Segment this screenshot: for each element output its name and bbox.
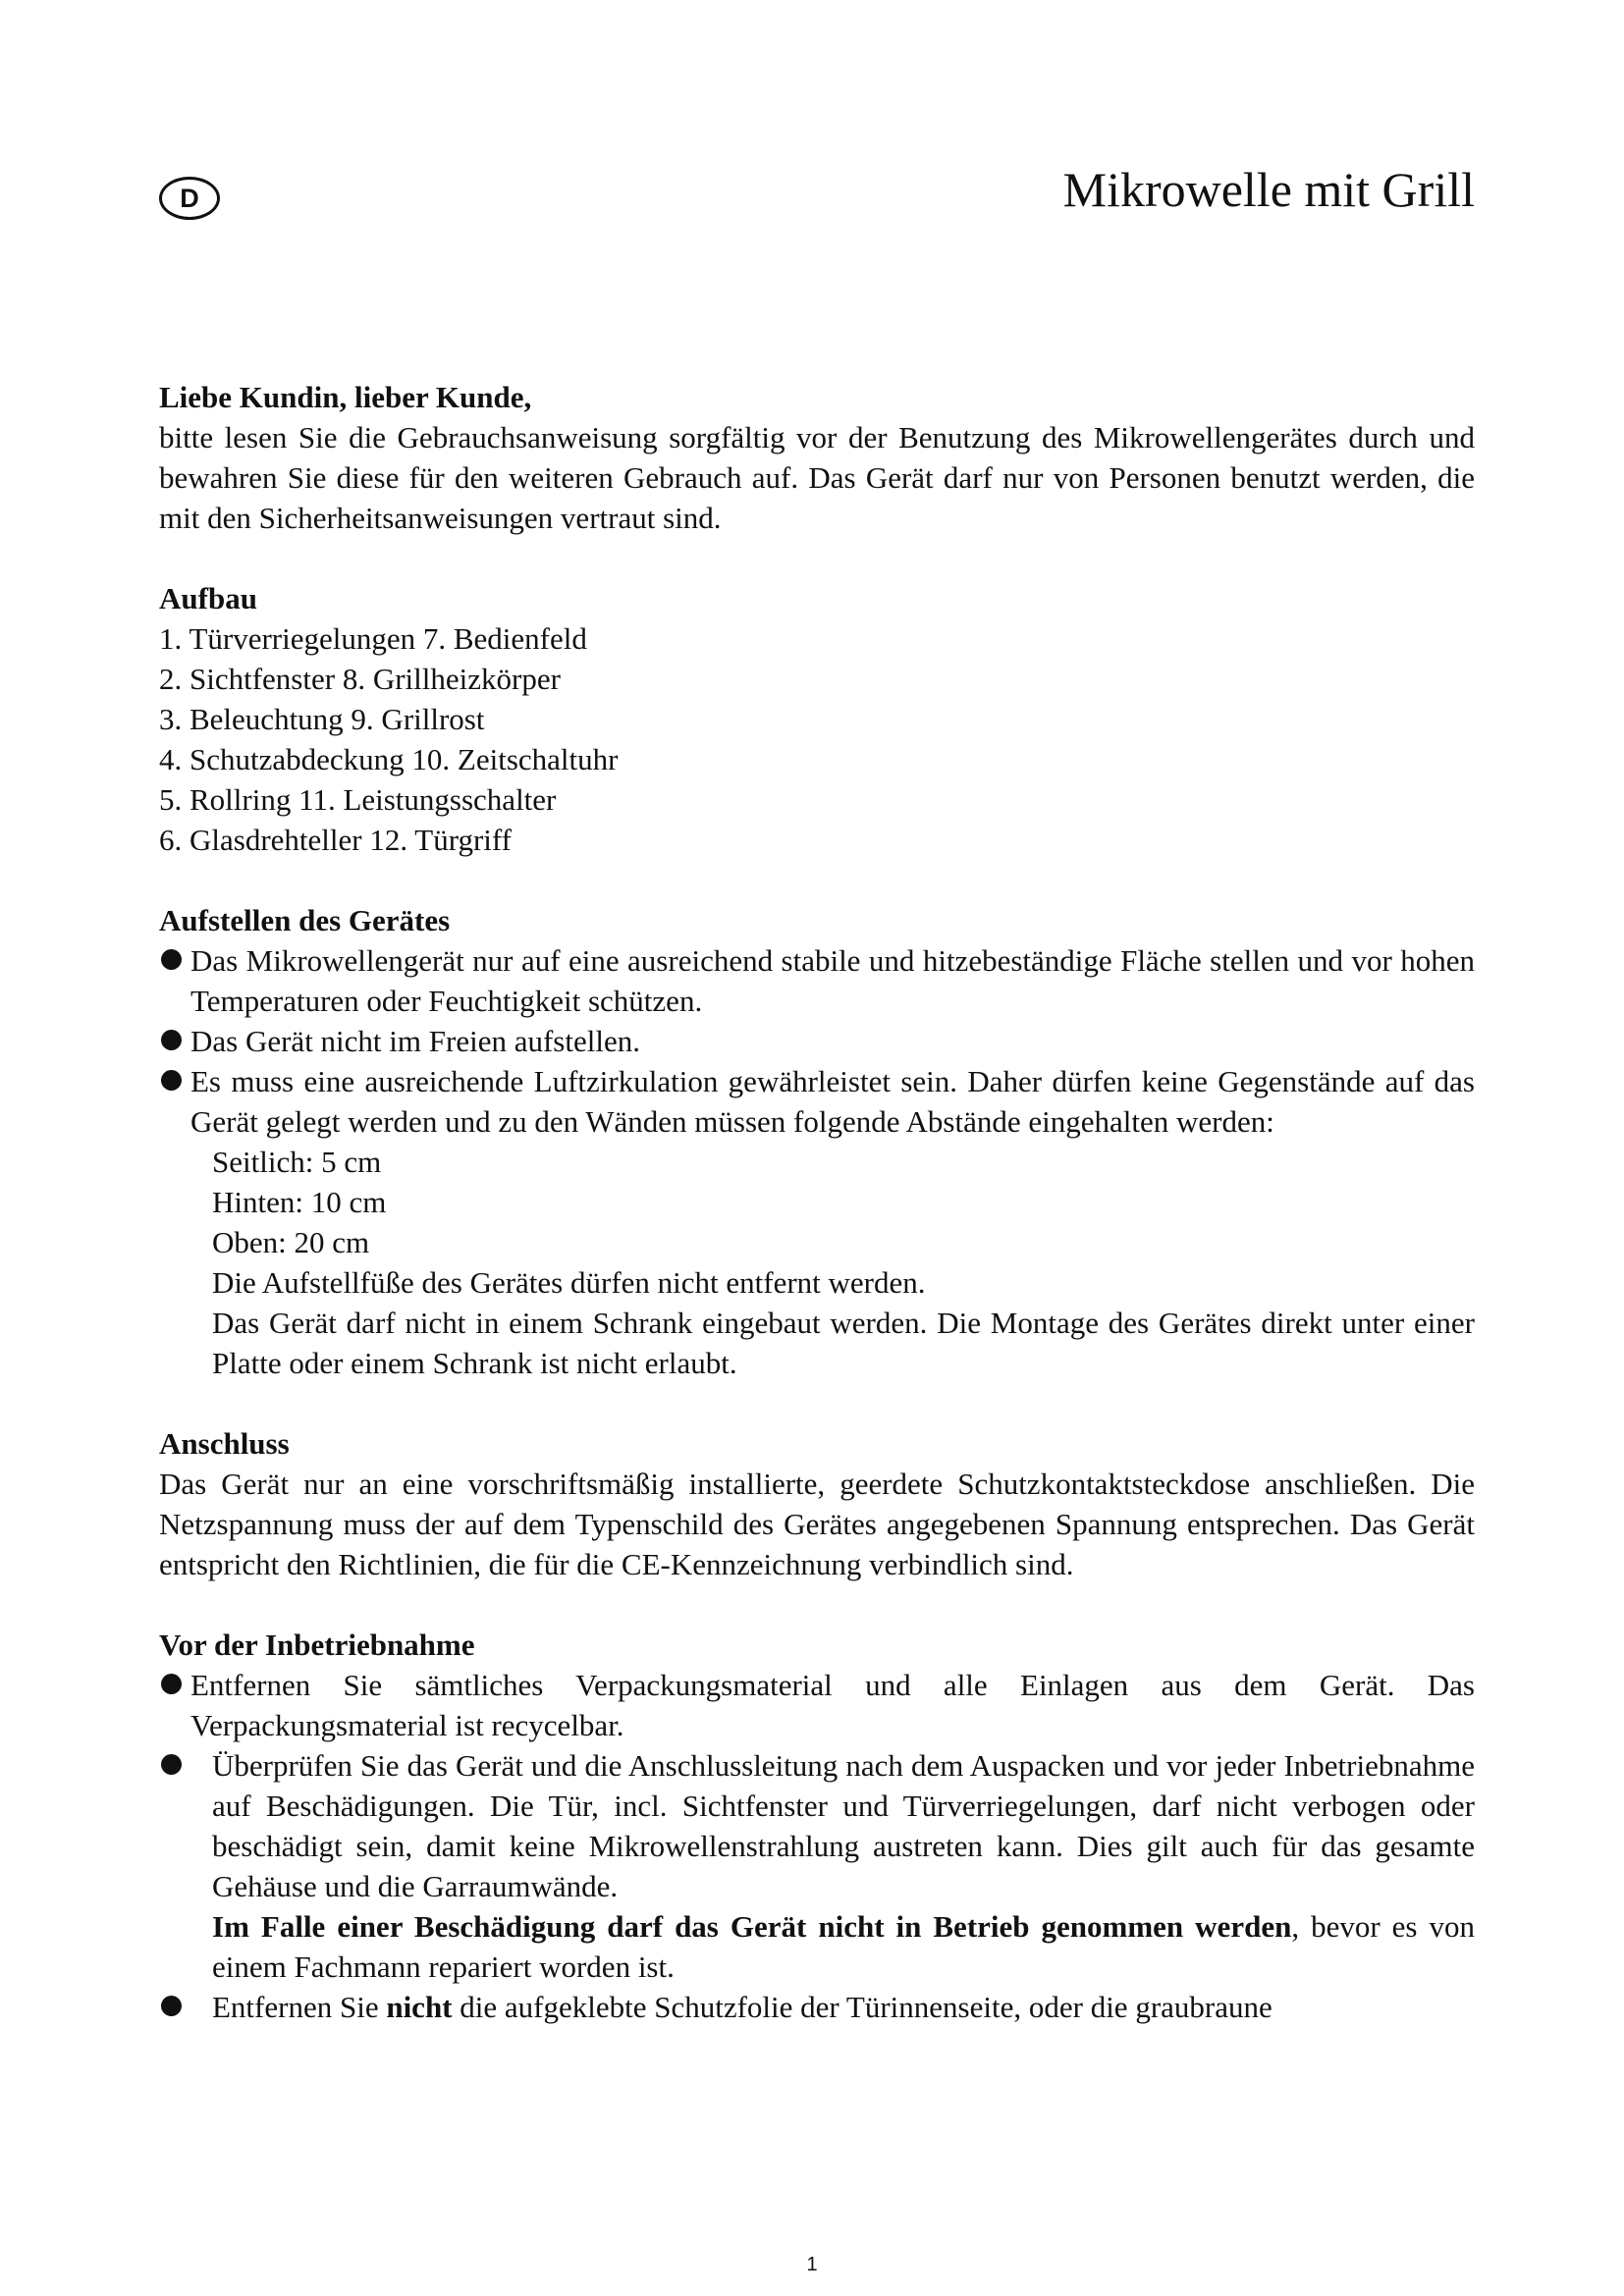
language-code: D <box>180 183 199 213</box>
bullet-item <box>159 1987 1475 2027</box>
document-title: Mikrowelle mit Grill <box>1062 162 1475 217</box>
bullet-text-emphasis: nicht <box>386 1990 453 2024</box>
bullet-dot-icon <box>161 949 182 970</box>
distance-back: Hinten: 10 cm <box>212 1185 387 1219</box>
aufbau-section <box>159 578 1475 860</box>
bullet-dot-icon <box>161 1070 182 1091</box>
intro-section <box>159 377 1475 538</box>
parts-list-item: 5. Rollring 11. Leistungsschalter <box>159 782 557 817</box>
intro-paragraph: bitte lesen Sie die Gebrauchsanweisung sorgfältig vor der Benutzung des Mikrowellengerätes durch und bewahren Sie diese für den weiteren Gebrauch auf. Das Gerät darf nur von Personen benutzt werden, die mit den Sicherheitsanweisungen vertraut sind. <box>159 420 1475 535</box>
bullet-text-post: die aufgeklebte Schutzfolie der Türinnenseite, oder die graubraune <box>452 1990 1272 2024</box>
aufbau-heading: Aufbau <box>159 581 257 615</box>
bullet-item <box>159 1021 1475 1061</box>
document-body <box>159 377 1475 2067</box>
bullet-item <box>159 1665 1475 1745</box>
bullet-item <box>159 940 1475 1021</box>
parts-list-item: 1. Türverriegelungen 7. Bedienfeld <box>159 621 587 656</box>
bullet-dot-icon <box>161 1030 182 1050</box>
language-badge <box>159 177 220 220</box>
greeting-heading: Liebe Kundin, lieber Kunde, <box>159 380 532 414</box>
bullet-dot-icon <box>161 1996 182 2016</box>
bullet-text: Es muss eine ausreichende Luftzirkulation gewährleistet sein. Daher dürfen keine Gegenstände auf das Gerät gelegt werden und zu den Wänden müssen folgende Abstände eingehalten werden: <box>190 1064 1475 1139</box>
parts-list-item: 6. Glasdrehteller 12. Türgriff <box>159 823 512 857</box>
bullet-text: Das Gerät nicht im Freien aufstellen. <box>190 1024 640 1058</box>
bullet-dot-icon <box>161 1754 182 1775</box>
damage-warning <box>212 1906 1475 1987</box>
bullet-text <box>212 1987 1475 2027</box>
page-number: 1 <box>806 2254 818 2275</box>
aufstellen-section <box>159 900 1475 1383</box>
damage-warning-rest: , bevor es von einem Fachmann repariert worden ist. <box>212 1909 1476 1984</box>
bullet-text: Das Mikrowellengerät nur auf eine ausreichend stabile und hitzebeständige Fläche stellen und vor hohen Temperaturen oder Feuchtigkeit schützen. <box>190 943 1475 1018</box>
bullet-item <box>159 1745 1475 1987</box>
bullet-text: Überprüfen Sie das Gerät und die Anschlussleitung nach dem Auspacken und vor jeder Inbetriebnahme auf Beschädigungen. Die Tür, incl. Sichtfenster und Türverriegelungen, darf nicht verbogen oder beschädigt sein, damit keine Mikrowellenstrahlung austreten kann. Dies gilt auch für das gesamte Gehäuse und die Garraumwände. <box>212 1748 1475 1903</box>
damage-warning-bold: Im Falle einer Beschädigung darf das Gerät nicht in Betrieb genommen werden <box>212 1909 1292 1944</box>
inbetriebnahme-section <box>159 1625 1475 2027</box>
bullet-item <box>159 1061 1475 1142</box>
distance-side: Seitlich: 5 cm <box>212 1145 382 1179</box>
distance-block <box>159 1142 1475 1383</box>
parts-list-item: 4. Schutzabdeckung 10. Zeitschaltuhr <box>159 742 619 776</box>
cabinet-note: Das Gerät darf nicht in einem Schrank eingebaut werden. Die Montage des Gerätes direkt unter einer Platte oder einem Schrank ist nicht erlaubt. <box>212 1306 1475 1380</box>
bullet-text-pre: Entfernen Sie <box>212 1990 387 2024</box>
feet-note: Die Aufstellfüße des Gerätes dürfen nicht entfernt werden. <box>212 1265 926 1300</box>
bullet-dot-icon <box>161 1674 182 1694</box>
anschluss-section <box>159 1423 1475 1584</box>
parts-list-item: 2. Sichtfenster 8. Grillheizkörper <box>159 662 561 696</box>
parts-list-item: 3. Beleuchtung 9. Grillrost <box>159 702 485 736</box>
anschluss-paragraph: Das Gerät nur an eine vorschriftsmäßig installierte, geerdete Schutzkontaktsteckdose anschließen. Die Netzspannung muss der auf dem Typenschild des Gerätes angegebenen Spannung entsprechen. Das Gerät entspricht den Richtlinien, die für die CE-Kennzeichnung verbindlich sind. <box>159 1467 1475 1581</box>
bullet-text: Entfernen Sie sämtliches Verpackungsmaterial und alle Einlagen aus dem Gerät. Das Verpackungsmaterial ist recycelbar. <box>190 1668 1475 1742</box>
distance-top: Oben: 20 cm <box>212 1225 370 1259</box>
aufstellen-heading: Aufstellen des Gerätes <box>159 903 451 937</box>
inbetriebnahme-heading: Vor der Inbetriebnahme <box>159 1628 475 1662</box>
anschluss-heading: Anschluss <box>159 1426 290 1461</box>
